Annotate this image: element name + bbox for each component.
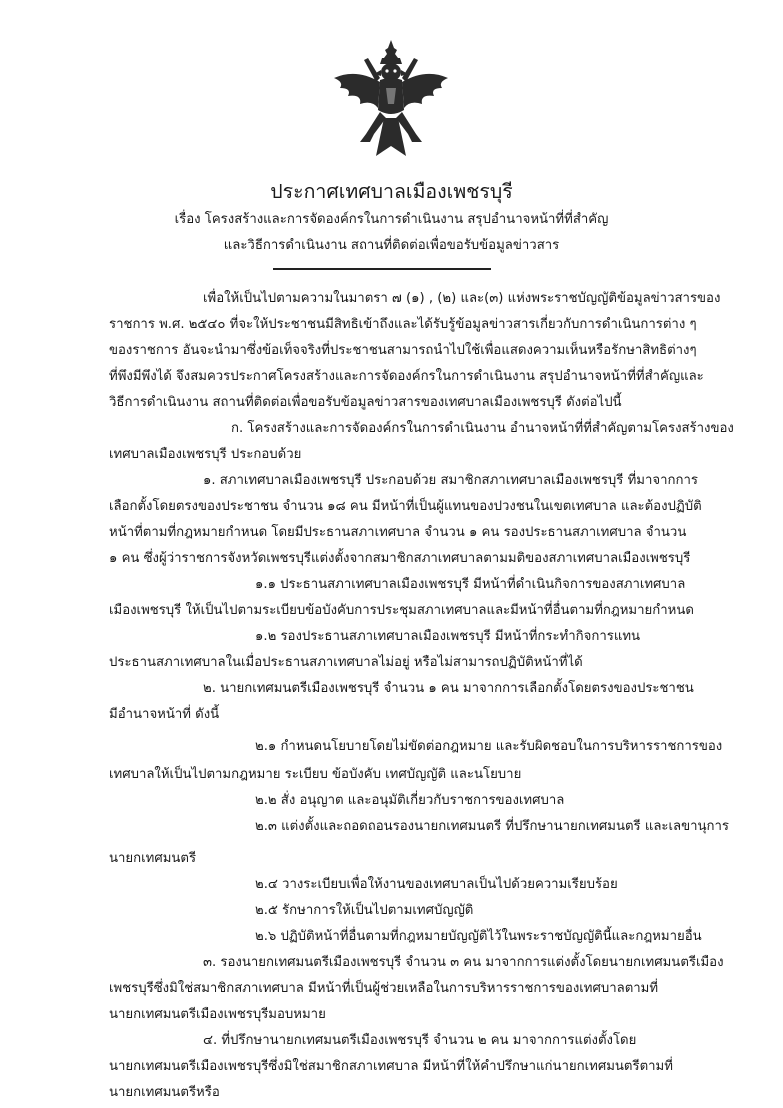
- body-line: นายกเทศมนตรีเมืองเพชรบุรีมอบหมาย: [109, 1007, 326, 1022]
- body-line: ราชการ พ.ศ. ๒๕๔๐ ที่จะให้ประชาชนมีสิทธิเข้าถึงและได้รับรู้ข้อมูลข่าวสารเกี่ยวกับการดำเนินการต่าง ๆ: [109, 317, 697, 332]
- body-line: ๒. นายกเทศมนตรีเมืองเพชรบุรี จำนวน ๑ คน มาจากการเลือกตั้งโดยตรงของประชาชน: [203, 681, 694, 696]
- body-line: นายกเทศมนตรีเมืองเพชรบุรีซึ่งมิใช่สมาชิกสภาเทศบาล มีหน้าที่ให้คำปรึกษาแก่นายกเทศมนตรีตามที่: [109, 1059, 673, 1074]
- body-line: ๑ คน ซึ่งผู้ว่าราชการจังหวัดเพชรบุรีแต่งตั้งจากสมาชิกสภาเทศบาลตามมติของสภาเทศบาลเมืองเพชรบุรี: [109, 551, 691, 566]
- body-line: หน้าที่ตามที่กฎหมายกำหนด โดยมีประธานสภาเทศบาล จำนวน ๑ คน รองประธานสภาเทศบาล จำนวน: [109, 525, 687, 540]
- garuda-emblem-icon: [326, 38, 456, 168]
- body-line: ก. โครงสร้างและการจัดองค์กรในการดำเนินงาน อำนาจหน้าที่ที่สำคัญตามโครงสร้างของ: [231, 421, 734, 436]
- body-line: เลือกตั้งโดยตรงของประชาชน จำนวน ๑๘ คน มีหน้าที่เป็นผู้แทนของปวงชนในเขตเทศบาล และต้องปฏิบัติ: [109, 499, 702, 514]
- body-line: ๓. รองนายกเทศมนตรีเมืองเพชรบุรี จำนวน ๓ คน มาจากการแต่งตั้งโดยนายกเทศมนตรีเมือง: [203, 955, 724, 970]
- title-divider: [273, 268, 491, 270]
- body-line: มีอำนาจหน้าที่ ดังนี้: [109, 707, 220, 722]
- body-line: วิธีการดำเนินงาน สถานที่ติดต่อเพื่อขอรับข้อมูลข่าวสารของเทศบาลเมืองเพชรบุรี ดังต่อไปนี้: [109, 395, 622, 410]
- body-line: เพื่อให้เป็นไปตามความในมาตรา ๗ (๑) , (๒) และ(๓) แห่งพระราชบัญญัติข้อมูลข่าวสารของ: [203, 291, 721, 306]
- page-title: ประกาศเทศบาลเมืองเพชรบุรี: [270, 180, 513, 203]
- body-line: ๒.๓ แต่งตั้งและถอดถอนรองนายกเทศมนตรี ที่ปรึกษานายกเทศมนตรี และเลขานุการ: [255, 819, 729, 834]
- body-line: ที่พึงมีพึงได้ จึงสมควรประกาศโครงสร้างและการจัดองค์กรในการดำเนินงาน สรุปอำนาจหน้าที่ที่สำคัญและ: [109, 369, 704, 384]
- body-line: ประธานสภาเทศบาลในเมื่อประธานสภาเทศบาลไม่อยู่ หรือไม่สามารถปฏิบัติหน้าที่ได้: [109, 655, 583, 670]
- body-line: นายกเทศมนตรี: [109, 851, 197, 866]
- body-line: ๒.๕ รักษาการให้เป็นไปตามเทศบัญญัติ: [255, 903, 474, 918]
- body-line: ๒.๔ วางระเบียบเพื่อให้งานของเทศบาลเป็นไปด้วยความเรียบร้อย: [255, 877, 618, 892]
- subject-line-1: เรื่อง โครงสร้างและการจัดองค์กรในการดำเนินงาน สรุปอำนาจหน้าที่ที่สำคัญ: [174, 212, 609, 227]
- body-line: ๑.๑ ประธานสภาเทศบาลเมืองเพชรบุรี มีหน้าที่ดำเนินกิจการของสภาเทศบาล: [255, 577, 686, 592]
- body-line: ๒.๒ สั่ง อนุญาต และอนุมัติเกี่ยวกับราชการของเทศบาล: [255, 793, 565, 808]
- body-line: ของราชการ อันจะนำมาซึ่งข้อเท็จจริงที่ประชาชนสามารถนำไปใช้เพื่อแสดงความเห็นหรือรักษาสิทธิต่างๆ: [109, 343, 697, 358]
- body-line: ๑. สภาเทศบาลเมืองเพชรบุรี ประกอบด้วย สมาชิกสภาเทศบาลเมืองเพชรบุรี ที่มาจากการ: [203, 473, 698, 488]
- body-line: นายกเทศมนตรีหรือ: [109, 1085, 220, 1100]
- body-line: ๒.๖ ปฏิบัติหน้าที่อื่นตามที่กฎหมายบัญญัติไว้ในพระราชบัญญัตินี้และกฎหมายอื่น: [255, 929, 702, 944]
- body-line: เพชรบุรีซึ่งมิใช่สมาชิกสภาเทศบาล มีหน้าที่เป็นผู้ช่วยเหลือในการบริหารราชการของเทศบาลตามที่: [109, 981, 659, 996]
- body-line: ๔. ที่ปรึกษานายกเทศมนตรีเมืองเพชรบุรี จำนวน ๒ คน มาจากการแต่งตั้งโดย: [203, 1033, 637, 1048]
- subject-line-2: และวิธีการดำเนินงาน สถานที่ติดต่อเพื่อขอรับข้อมูลข่าวสาร: [223, 238, 560, 253]
- body-line: เทศบาลเมืองเพชรบุรี ประกอบด้วย: [109, 447, 302, 462]
- body-line: เมืองเพชรบุรี ให้เป็นไปตามระเบียบข้อบังคับการประชุมสภาเทศบาลและมีหน้าที่อื่นตามที่กฎหมายกำหนด: [109, 603, 694, 618]
- body-line: ๑.๒ รองประธานสภาเทศบาลเมืองเพชรบุรี มีหน้าที่กระทำกิจการแทน: [255, 629, 641, 644]
- body-line: เทศบาลให้เป็นไปตามกฎหมาย ระเบียบ ข้อบังคับ เทศบัญญัติ และนโยบาย: [109, 767, 522, 782]
- body-line: ๒.๑ กำหนดนโยบายโดยไม่ขัดต่อกฎหมาย และรับผิดชอบในการบริหารราชการของ: [255, 739, 723, 754]
